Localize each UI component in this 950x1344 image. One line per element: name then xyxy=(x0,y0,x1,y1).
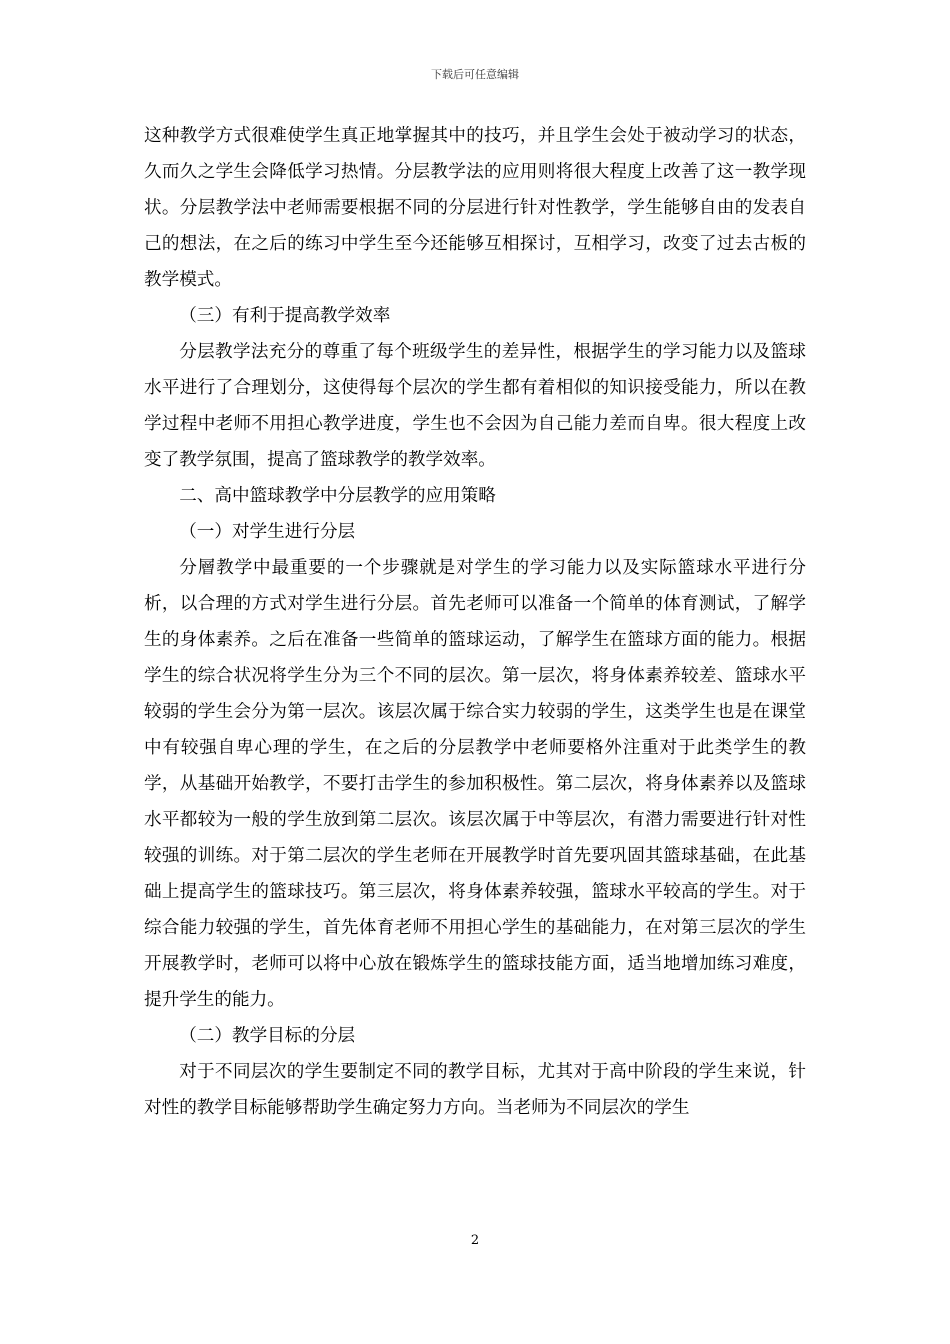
paragraph: 分层教学法充分的尊重了每个班级学生的差异性，根据学生的学习能力以及篮球水平进行了合理划分，这使得每个层次的学生都有着相似的知识接受能力，所以在教学过程中老师不用担心教学进度，学生也不会因为自己能力差而自卑。很大程度上改变了教学氛围，提高了篮球教学的教学效率。 xyxy=(144,342,806,470)
document-body xyxy=(144,118,806,1126)
section-heading-2: 二、高中篮球教学中分层教学的应用策略 xyxy=(179,486,496,506)
subsection-heading-2: （二）教学目标的分层 xyxy=(179,1026,356,1046)
paragraph: 对于不同层次的学生要制定不同的教学目标，尤其对于高中阶段的学生来说，针对性的教学目标能够帮助学生确定努力方向。当老师为不同层次的学生 xyxy=(144,1062,806,1118)
subsection-heading-1: （一）对学生进行分层 xyxy=(179,522,356,542)
page-header: 下载后可任意编辑 xyxy=(431,68,519,81)
page-number: 2 xyxy=(470,1233,480,1248)
subsection-heading-3: （三）有利于提高教学效率 xyxy=(179,306,391,326)
paragraph: 分層教学中最重要的一个步骤就是对学生的学习能力以及实际篮球水平进行分析，以合理的方式对学生进行分层。首先老师可以准备一个简单的体育测试，了解学生的身体素养。之后在准备一些简单的篮球运动，了解学生在篮球方面的能力。根据学生的综合状况将学生分为三个不同的层次。第一层次，将身体素养较差、篮球水平较弱的学生会分为第一层次。该层次属于综合实力较弱的学生，这类学生也是在课堂中有较强自卑心理的学生，在之后的分层教学中老师要格外注重对于此类学生的教学，从基础开始教学，不要打击学生的参加积极性。第二层次，将身体素养以及篮球水平都较为一般的学生放到第二层次。该层次属于中等层次，有潜力需要进行针对性较强的训练。对于第二层次的学生老师在开展教学时首先要巩固其篮球基础，在此基础上提高学生的篮球技巧。第三层次，将身体素养较强，篮球水平较高的学生。对于综合能力较强的学生，首先体育老师不用担心学生的基础能力，在对第三层次的学生开展教学时，老师可以将中心放在锻炼学生的篮球技能方面，适当地增加练习难度，提升学生的能力。 xyxy=(144,558,806,1010)
paragraph-continuation: 这种教学方式很难使学生真正地掌握其中的技巧，并且学生会处于被动学习的状态，久而久之学生会降低学习热情。分层教学法的应用则将很大程度上改善了这一教学现状。分层教学法中老师需要根据不同的分层进行针对性教学，学生能够自由的发表自己的想法，在之后的练习中学生至今还能够互相探讨，互相学习，改变了过去古板的教学模式。 xyxy=(144,126,806,290)
